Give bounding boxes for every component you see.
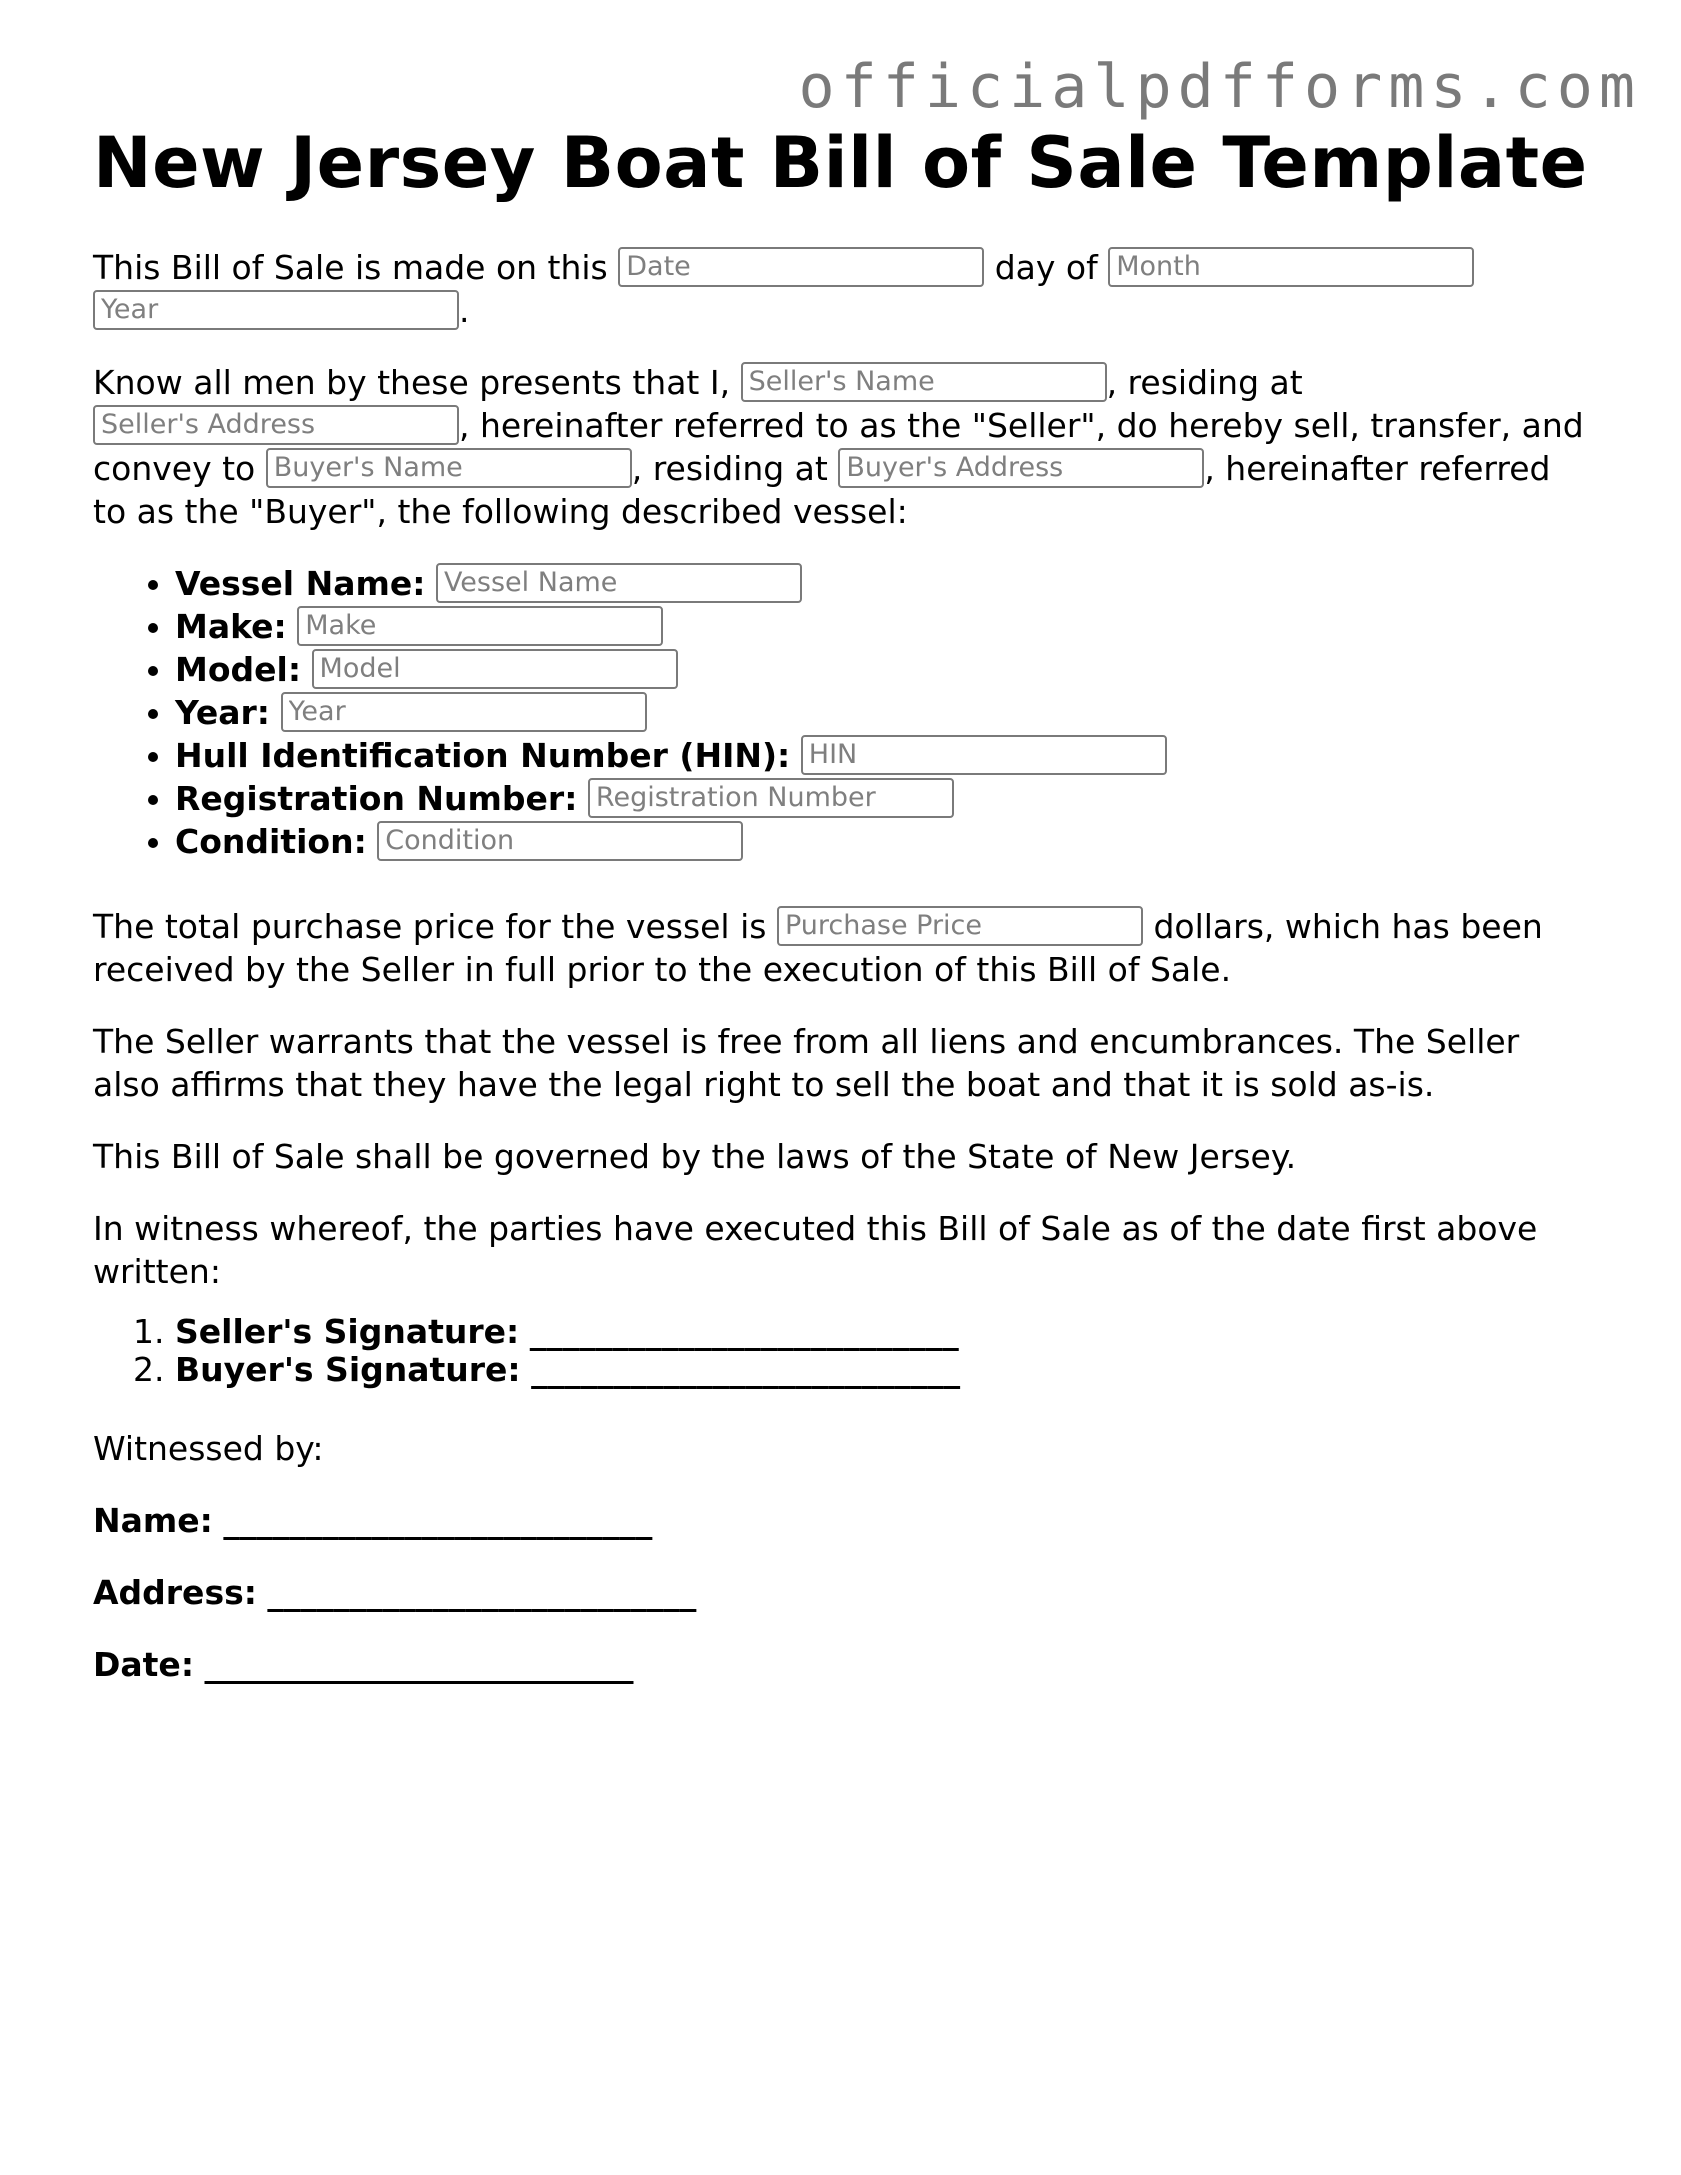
year-input[interactable] [93,290,459,330]
list-item [175,820,1593,863]
hin-label: Hull Identification Number (HIN): [175,736,791,775]
page-title: New Jersey Boat Bill of Sale Template [93,122,1588,204]
registration-number-input[interactable] [588,778,954,818]
buyer-signature-label: Buyer's Signature: [175,1350,521,1389]
parties-text-4: , residing at [631,449,839,488]
witness-name-row [93,1499,1593,1542]
list-item [175,605,1593,648]
list-item [175,691,1593,734]
witness-date-row [93,1643,1593,1686]
seller-address-input[interactable] [93,405,459,445]
buyer-address-input[interactable] [838,448,1204,488]
witnessed-by-label: Witnessed by: [93,1429,324,1468]
make-input[interactable] [297,606,663,646]
vessel-year-input[interactable] [281,692,647,732]
buyer-signature-line[interactable]: __________________________ [531,1350,961,1389]
document-body [93,110,1593,1715]
month-input[interactable] [1108,247,1474,287]
governing-law-paragraph: This Bill of Sale shall be governed by the laws of the State of New Jersey. [93,1137,1297,1176]
witness-name-label: Name: [93,1501,213,1540]
hin-input[interactable] [801,735,1167,775]
parties-text-3: , hereinafter referred to as the "Seller", do hereby sell, transfer, and convey to [93,406,1584,488]
date-input[interactable] [618,247,984,287]
vessel-details-list [93,562,1593,863]
buyer-name-input[interactable] [266,448,632,488]
warranty-paragraph: The Seller warrants that the vessel is free from all liens and encumbrances. The Seller also affirms that they have the legal right to sell the boat and that it is sold as-is. [93,1022,1520,1104]
purchase-price-input[interactable] [777,906,1143,946]
list-item [175,562,1593,605]
vessel-name-label: Vessel Name: [175,564,426,603]
seller-name-input[interactable] [741,362,1107,402]
witness-intro-paragraph: In witness whereof, the parties have executed this Bill of Sale as of the date first above written: [93,1209,1538,1291]
list-item [175,648,1593,691]
intro-paragraph [93,246,1593,332]
witness-name-line[interactable]: __________________________ [223,1501,653,1540]
condition-label: Condition: [175,822,367,861]
vessel-name-input[interactable] [436,563,802,603]
intro-text-3: . [459,291,470,330]
witness-address-row [93,1571,1593,1614]
intro-text-2: day of [984,248,1109,287]
make-label: Make: [175,607,287,646]
registration-number-label: Registration Number: [175,779,578,818]
model-label: Model: [175,650,302,689]
vessel-year-label: Year: [175,693,270,732]
condition-input[interactable] [377,821,743,861]
witness-address-line[interactable]: __________________________ [267,1573,697,1612]
parties-text-5: , hereinafter referred to as the "Buyer", the following described vessel: [93,449,1551,531]
parties-text-2: , residing at [1106,363,1303,402]
list-item [175,1351,1593,1389]
signature-list [93,1313,1593,1389]
intro-text-1: This Bill of Sale is made on this [93,248,619,287]
model-input[interactable] [312,649,678,689]
price-text-1: The total purchase price for the vessel is [93,907,777,946]
price-paragraph [93,905,1593,991]
list-item [175,777,1593,820]
list-item [175,734,1593,777]
seller-signature-label: Seller's Signature: [175,1312,520,1351]
list-item [175,1313,1593,1351]
witness-date-label: Date: [93,1645,195,1684]
parties-paragraph [93,361,1593,533]
witness-date-line[interactable]: __________________________ [204,1645,634,1684]
site-watermark: officialpdfforms.com [798,52,1641,122]
seller-signature-line[interactable]: __________________________ [529,1312,959,1351]
price-text-2: dollars, which has been received by the Seller in full prior to the execution of this Bill of Sale. [93,907,1543,989]
witness-address-label: Address: [93,1573,257,1612]
parties-text-1: Know all men by these presents that I, [93,363,741,402]
